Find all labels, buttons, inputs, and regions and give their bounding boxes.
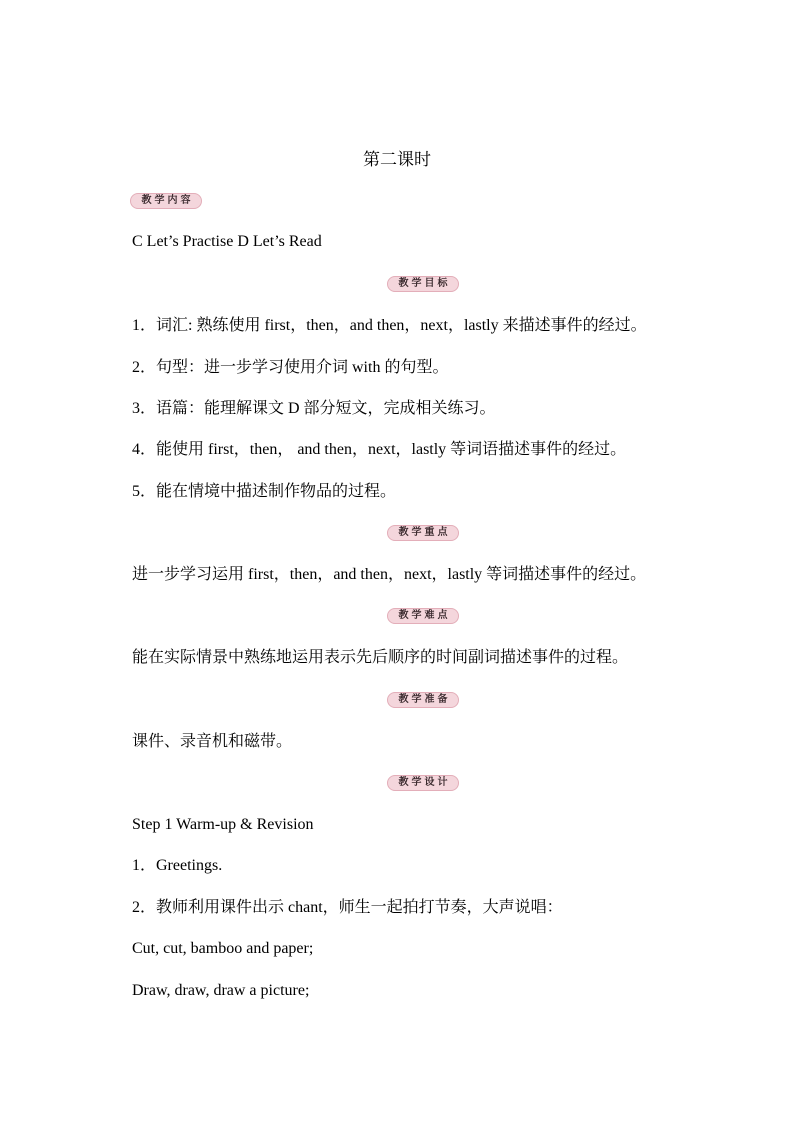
key-point-text: 进一步学习运用 first，then，and then，next，lastly 等词描述事件的经过。	[132, 566, 647, 583]
objective-item: 3．语篇：能理解课文 D 部分短文，完成相关练习。	[132, 400, 496, 417]
section-badge-preparation: 教学准备	[387, 692, 459, 708]
difficult-point-text: 能在实际情景中熟练地运用表示先后顺序的时间副词描述事件的过程。	[132, 649, 629, 666]
section-badge-design: 教学设计	[387, 775, 459, 791]
design-line: Cut, cut, bamboo and paper;	[132, 940, 314, 957]
objective-item: 5．能在情境中描述制作物品的过程。	[132, 483, 397, 500]
section-badge-objectives: 教学目标	[387, 276, 459, 292]
design-line: 1．Greetings.	[132, 857, 223, 874]
objective-item: 2．句型：进一步学习使用介词 with 的句型。	[132, 359, 449, 376]
section-badge-difficult-point: 教学难点	[387, 608, 459, 624]
preparation-text: 课件、录音机和磁带。	[132, 733, 293, 750]
design-step-heading: Step 1 Warm-up & Revision	[132, 816, 314, 833]
objective-item: 4．能使用 first，then， and then，next，lastly 等词语描述事件的经过。	[132, 441, 627, 458]
section-badge-key-point: 教学重点	[387, 525, 459, 541]
section-badge-content: 教学内容	[130, 193, 202, 209]
design-line: 2．教师利用课件出示 chant，师生一起拍打节奏，大声说唱：	[132, 899, 563, 916]
content-line: C Let’s Practise D Let’s Read	[132, 233, 322, 250]
design-line: Draw, draw, draw a picture;	[132, 982, 310, 999]
lesson-title: 第二课时	[363, 150, 431, 169]
objective-item: 1．词汇: 熟练使用 first，then，and then，next，lastly 来描述事件的经过。	[132, 317, 647, 334]
